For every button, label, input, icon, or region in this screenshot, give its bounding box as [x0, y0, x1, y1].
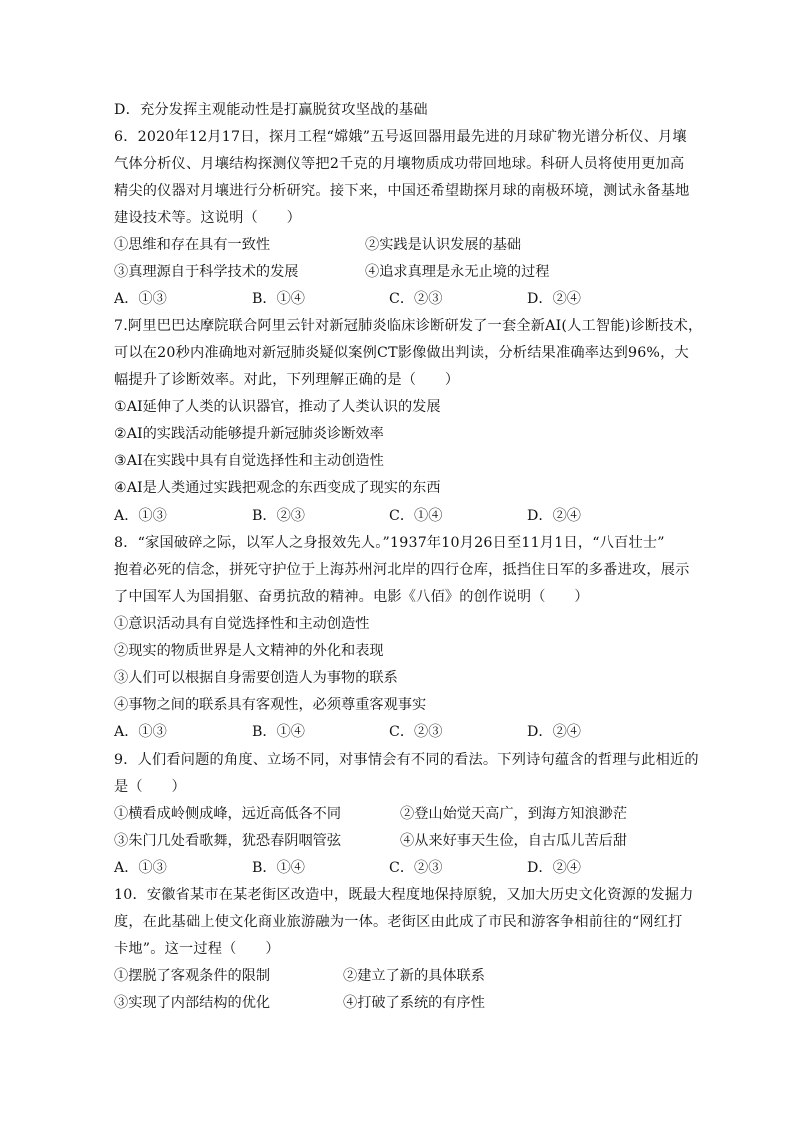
q6-stem-line: 精尖的仪器对月壤进行分析研究。接下来，中国还希望勘探月球的南极环境，测试永备基地: [114, 183, 690, 199]
q6-stem-line: 6．2020年12月17日，探月工程“嫦娥”五号返回器用最先进的月球矿物光谱分析仪、月壤: [114, 129, 687, 145]
q5-option-d: D．充分发挥主观能动性是打赢脱贫攻坚战的基础: [114, 102, 428, 118]
q7-option-b: B．②③: [252, 508, 305, 524]
q7-item-1: ①AI延伸了人类的认识器官，推动了人类认识的发展: [114, 399, 441, 415]
q7-item-3: ③AI在实践中具有自觉选择性和主动创造性: [114, 453, 384, 469]
q8-option-c: C．②③: [389, 724, 443, 740]
q8-option-b: B．①④: [252, 724, 305, 740]
q7-item-2: ②AI的实践活动能够提升新冠肺炎诊断效率: [114, 426, 384, 442]
q6-item-4: ④追求真理是永无止境的过程: [365, 264, 550, 280]
q8-stem-line: 8．“家国破碎之际，以军人之身报效先人。”1937年10月26日至11月1日，“八百壮士”: [114, 535, 665, 551]
q9-item-3: ③朱门几处看歌舞，犹恐春阴咽管弦: [114, 833, 342, 849]
q8-item-4: ④事物之间的联系具有客观性，必须尊重客观事实: [114, 697, 427, 713]
q7-option-a: A．①③: [114, 508, 167, 524]
q6-item-1: ①思维和存在具有一致性: [114, 237, 271, 253]
q9-item-4: ④从来好事天生俭，自古瓜儿苦后甜: [400, 833, 628, 849]
q8-stem-line: 抱着必死的信念，拼死守护位于上海苏州河北岸的四行仓库，抵挡住日军的多番进攻，展示: [114, 562, 690, 578]
q6-option-b: B．①④: [252, 291, 305, 307]
q8-option-a: A．①③: [114, 724, 167, 740]
q6-option-c: C．②③: [389, 291, 443, 307]
q8-stem-line: 了中国军人为国捐躯、奋勇抗敌的精神。电影《八佰》的创作说明（ ）: [114, 589, 589, 605]
q10-item-2: ②建立了新的具体联系: [343, 968, 485, 984]
q7-stem-line: 可以在20秒内准确地对新冠肺炎疑似案例CT影像做出判读，分析结果准确率达到96%，大: [114, 345, 689, 361]
q7-item-4: ④AI是人类通过实践把观念的东西变成了现实的东西: [114, 480, 441, 496]
q9-stem-line: 9．人们看问题的角度、立场不同，对事情会有不同的看法。下列诗句蕴含的哲理与此相近的: [114, 752, 699, 768]
q9-item-2: ②登山始觉天高广，到海方知浪渺茫: [400, 806, 628, 822]
q6-item-2: ②实践是认识发展的基础: [365, 237, 522, 253]
q10-item-3: ③实现了内部结构的优化: [114, 995, 271, 1011]
q9-option-d: D．②④: [527, 860, 581, 876]
q9-option-b: B．①④: [252, 860, 305, 876]
q7-stem-line: 幅提升了诊断效率。对此，下列理解正确的是（ ）: [114, 372, 460, 388]
q10-item-4: ④打破了系统的有序性: [343, 995, 485, 1011]
q7-option-c: C．①④: [389, 508, 443, 524]
q10-item-1: ①摆脱了客观条件的限制: [114, 968, 271, 984]
q9-item-1: ①横看成岭侧成峰，远近高低各不同: [114, 806, 342, 822]
q6-stem-line: 建设技术等。这说明（ ）: [114, 210, 302, 226]
q10-stem-line: 卡地”。这一过程（ ）: [114, 941, 280, 957]
q7-option-d: D．②④: [527, 508, 581, 524]
q8-item-1: ①意识活动具有自觉选择性和主动创造性: [114, 616, 370, 632]
q7-stem-line: 7.阿里巴巴达摩院联合阿里云针对新冠肺炎临床诊断研发了一套全新AI(人工智能)诊断技术，: [114, 318, 703, 334]
q8-item-2: ②现实的物质世界是人文精神的外化和表现: [114, 643, 384, 659]
q10-stem-line: 10．安徽省某市在某老街区改造中，既最大程度地保持原貌，又加大历史文化资源的发掘力: [114, 887, 694, 903]
q9-stem-line: 是（ ）: [114, 779, 186, 795]
q6-option-a: A．①③: [114, 291, 167, 307]
q6-option-d: D．②④: [527, 291, 581, 307]
q10-stem-line: 度，在此基础上使文化商业旅游融为一体。老街区由此成了市民和游客争相前往的“网红打: [114, 914, 683, 930]
q9-option-a: A．①③: [114, 860, 167, 876]
q9-option-c: C．②③: [389, 860, 443, 876]
q6-item-3: ③真理源自于科学技术的发展: [114, 264, 299, 280]
q8-option-d: D．②④: [527, 724, 581, 740]
q8-item-3: ③人们可以根据自身需要创造人为事物的联系: [114, 670, 398, 686]
q6-stem-line: 气体分析仪、月壤结构探测仪等把2千克的月壤物质成功带回地球。科研人员将使用更加高: [114, 156, 685, 172]
